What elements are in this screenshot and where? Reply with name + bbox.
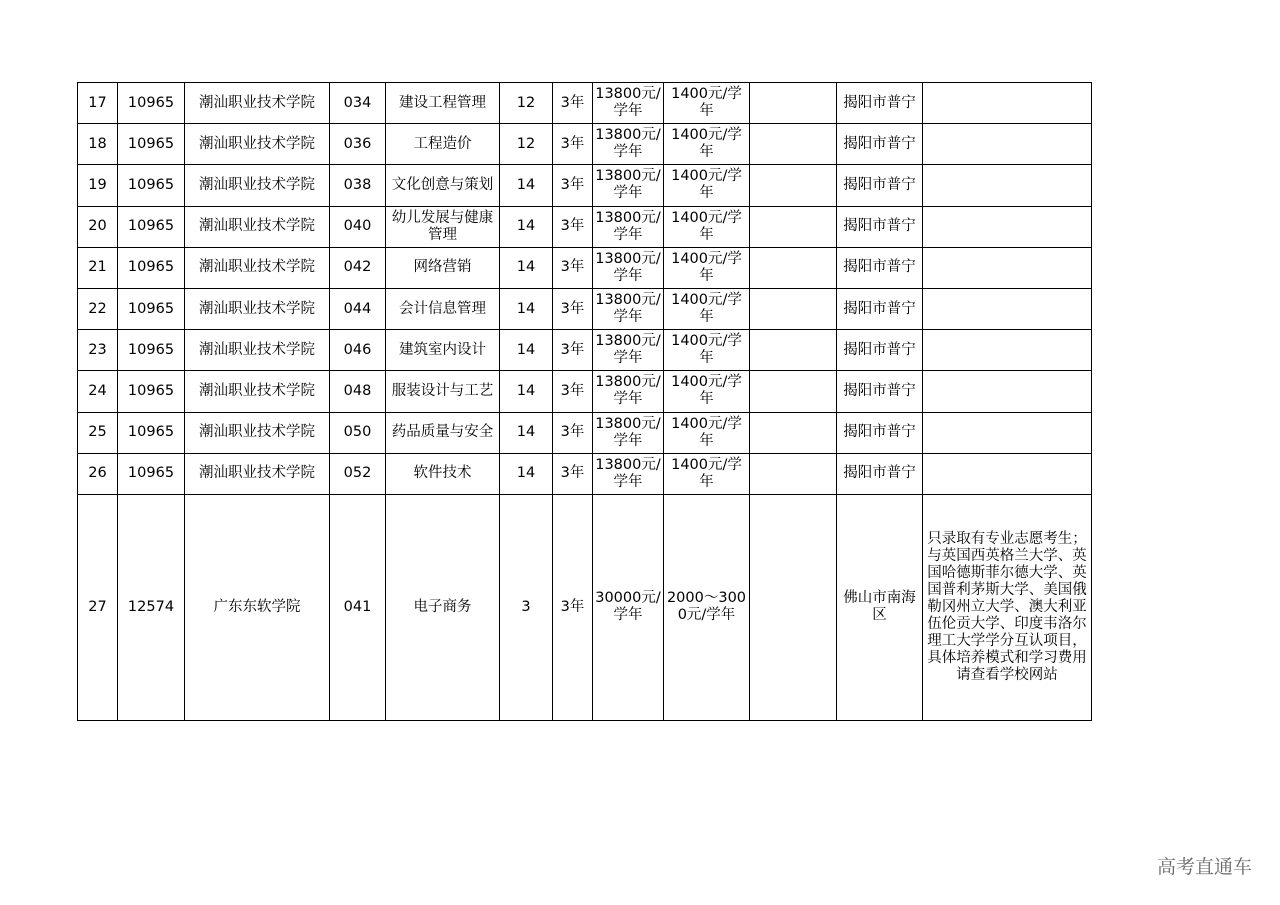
cell-major-name: 工程造价 <box>386 124 500 165</box>
cell-duration: 3年 <box>553 330 593 371</box>
cell-empty <box>750 83 837 124</box>
cell-empty <box>750 206 837 247</box>
cell-lodging: 1400元/学年 <box>664 412 750 453</box>
cell-quota: 12 <box>500 124 553 165</box>
cell-index: 26 <box>78 453 118 494</box>
cell-tuition: 13800元/学年 <box>593 83 664 124</box>
cell-notes <box>923 412 1092 453</box>
cell-index: 24 <box>78 371 118 412</box>
cell-school-code: 12574 <box>118 494 185 720</box>
cell-quota: 14 <box>500 247 553 288</box>
cell-school-code: 10965 <box>118 83 185 124</box>
cell-notes <box>923 124 1092 165</box>
cell-major-name: 文化创意与策划 <box>386 165 500 206</box>
cell-duration: 3年 <box>553 206 593 247</box>
cell-quota: 14 <box>500 412 553 453</box>
cell-major-code: 044 <box>330 288 386 329</box>
cell-notes <box>923 206 1092 247</box>
table-row <box>78 247 1092 288</box>
cell-empty <box>750 494 837 720</box>
cell-duration: 3年 <box>553 288 593 329</box>
cell-notes <box>923 330 1092 371</box>
cell-school-name: 潮汕职业技术学院 <box>185 371 330 412</box>
cell-duration: 3年 <box>553 247 593 288</box>
cell-school-name: 潮汕职业技术学院 <box>185 83 330 124</box>
cell-location: 揭阳市普宁 <box>837 371 923 412</box>
cell-lodging: 1400元/学年 <box>664 288 750 329</box>
cell-tuition: 13800元/学年 <box>593 165 664 206</box>
cell-index: 19 <box>78 165 118 206</box>
cell-quota: 14 <box>500 165 553 206</box>
table-row <box>78 83 1092 124</box>
cell-tuition: 13800元/学年 <box>593 247 664 288</box>
cell-school-code: 10965 <box>118 330 185 371</box>
cell-empty <box>750 453 837 494</box>
cell-duration: 3年 <box>553 124 593 165</box>
cell-duration: 3年 <box>553 453 593 494</box>
cell-major-code: 036 <box>330 124 386 165</box>
cell-lodging: 1400元/学年 <box>664 124 750 165</box>
cell-major-code: 048 <box>330 371 386 412</box>
cell-notes <box>923 453 1092 494</box>
cell-quota: 14 <box>500 288 553 329</box>
cell-location: 揭阳市普宁 <box>837 288 923 329</box>
cell-index: 21 <box>78 247 118 288</box>
cell-quota: 14 <box>500 453 553 494</box>
cell-empty <box>750 124 837 165</box>
cell-tuition: 13800元/学年 <box>593 453 664 494</box>
cell-duration: 3年 <box>553 83 593 124</box>
cell-location: 揭阳市普宁 <box>837 247 923 288</box>
cell-major-code: 042 <box>330 247 386 288</box>
cell-tuition: 13800元/学年 <box>593 288 664 329</box>
cell-school-name: 潮汕职业技术学院 <box>185 124 330 165</box>
cell-school-name: 潮汕职业技术学院 <box>185 206 330 247</box>
cell-major-name: 网络营销 <box>386 247 500 288</box>
cell-major-name: 建筑室内设计 <box>386 330 500 371</box>
cell-empty <box>750 412 837 453</box>
cell-index: 25 <box>78 412 118 453</box>
cell-lodging: 1400元/学年 <box>664 83 750 124</box>
table-row <box>78 330 1092 371</box>
cell-school-name: 潮汕职业技术学院 <box>185 247 330 288</box>
cell-tuition: 13800元/学年 <box>593 206 664 247</box>
cell-major-code: 041 <box>330 494 386 720</box>
cell-empty <box>750 247 837 288</box>
cell-school-code: 10965 <box>118 124 185 165</box>
cell-quota: 12 <box>500 83 553 124</box>
cell-empty <box>750 371 837 412</box>
cell-notes: 只录取有专业志愿考生；与英国西英格兰大学、英国哈德斯菲尔德大学、英国普利茅斯大学、美国俄勒冈州立大学、澳大利亚伍伦贡大学、印度韦洛尔理工大学学分互认项目，具体培养模式和学习费用请查看学校网站 <box>923 494 1092 720</box>
cell-school-code: 10965 <box>118 371 185 412</box>
cell-major-code: 034 <box>330 83 386 124</box>
cell-lodging: 2000～3000元/学年 <box>664 494 750 720</box>
cell-major-code: 040 <box>330 206 386 247</box>
cell-school-code: 10965 <box>118 165 185 206</box>
cell-duration: 3年 <box>553 494 593 720</box>
cell-school-name: 广东东软学院 <box>185 494 330 720</box>
cell-major-name: 建设工程管理 <box>386 83 500 124</box>
cell-empty <box>750 288 837 329</box>
cell-school-name: 潮汕职业技术学院 <box>185 453 330 494</box>
table-row <box>78 165 1092 206</box>
table-row <box>78 371 1092 412</box>
cell-location: 揭阳市普宁 <box>837 330 923 371</box>
cell-index: 17 <box>78 83 118 124</box>
table-row <box>78 124 1092 165</box>
cell-lodging: 1400元/学年 <box>664 206 750 247</box>
cell-major-name: 会计信息管理 <box>386 288 500 329</box>
table-row <box>78 453 1092 494</box>
cell-major-code: 050 <box>330 412 386 453</box>
cell-tuition: 30000元/学年 <box>593 494 664 720</box>
cell-duration: 3年 <box>553 165 593 206</box>
cell-major-name: 电子商务 <box>386 494 500 720</box>
cell-tuition: 13800元/学年 <box>593 371 664 412</box>
cell-notes <box>923 165 1092 206</box>
cell-major-name: 软件技术 <box>386 453 500 494</box>
admission-table <box>77 82 1092 721</box>
cell-school-code: 10965 <box>118 247 185 288</box>
cell-empty <box>750 165 837 206</box>
cell-duration: 3年 <box>553 412 593 453</box>
cell-tuition: 13800元/学年 <box>593 412 664 453</box>
cell-location: 揭阳市普宁 <box>837 83 923 124</box>
cell-notes <box>923 247 1092 288</box>
cell-notes <box>923 288 1092 329</box>
cell-lodging: 1400元/学年 <box>664 453 750 494</box>
table-row <box>78 412 1092 453</box>
cell-index: 20 <box>78 206 118 247</box>
cell-lodging: 1400元/学年 <box>664 371 750 412</box>
cell-index: 22 <box>78 288 118 329</box>
cell-location: 揭阳市普宁 <box>837 453 923 494</box>
table-row <box>78 494 1092 720</box>
cell-school-code: 10965 <box>118 288 185 329</box>
cell-location: 佛山市南海区 <box>837 494 923 720</box>
cell-school-code: 10965 <box>118 453 185 494</box>
cell-major-name: 幼儿发展与健康管理 <box>386 206 500 247</box>
cell-index: 27 <box>78 494 118 720</box>
table-row <box>78 206 1092 247</box>
cell-quota: 14 <box>500 330 553 371</box>
cell-lodging: 1400元/学年 <box>664 330 750 371</box>
cell-quota: 14 <box>500 206 553 247</box>
cell-major-code: 052 <box>330 453 386 494</box>
cell-notes <box>923 83 1092 124</box>
cell-index: 23 <box>78 330 118 371</box>
cell-major-name: 药品质量与安全 <box>386 412 500 453</box>
cell-tuition: 13800元/学年 <box>593 330 664 371</box>
watermark: 高考直通车 <box>1156 856 1252 878</box>
cell-location: 揭阳市普宁 <box>837 412 923 453</box>
cell-major-name: 服装设计与工艺 <box>386 371 500 412</box>
cell-location: 揭阳市普宁 <box>837 206 923 247</box>
cell-school-name: 潮汕职业技术学院 <box>185 412 330 453</box>
cell-school-code: 10965 <box>118 206 185 247</box>
cell-major-code: 038 <box>330 165 386 206</box>
cell-empty <box>750 330 837 371</box>
cell-quota: 3 <box>500 494 553 720</box>
cell-school-code: 10965 <box>118 412 185 453</box>
cell-duration: 3年 <box>553 371 593 412</box>
cell-school-name: 潮汕职业技术学院 <box>185 330 330 371</box>
table-row <box>78 288 1092 329</box>
cell-notes <box>923 371 1092 412</box>
cell-quota: 14 <box>500 371 553 412</box>
cell-school-name: 潮汕职业技术学院 <box>185 288 330 329</box>
cell-location: 揭阳市普宁 <box>837 124 923 165</box>
cell-lodging: 1400元/学年 <box>664 165 750 206</box>
cell-location: 揭阳市普宁 <box>837 165 923 206</box>
cell-lodging: 1400元/学年 <box>664 247 750 288</box>
cell-index: 18 <box>78 124 118 165</box>
cell-tuition: 13800元/学年 <box>593 124 664 165</box>
cell-school-name: 潮汕职业技术学院 <box>185 165 330 206</box>
cell-major-code: 046 <box>330 330 386 371</box>
